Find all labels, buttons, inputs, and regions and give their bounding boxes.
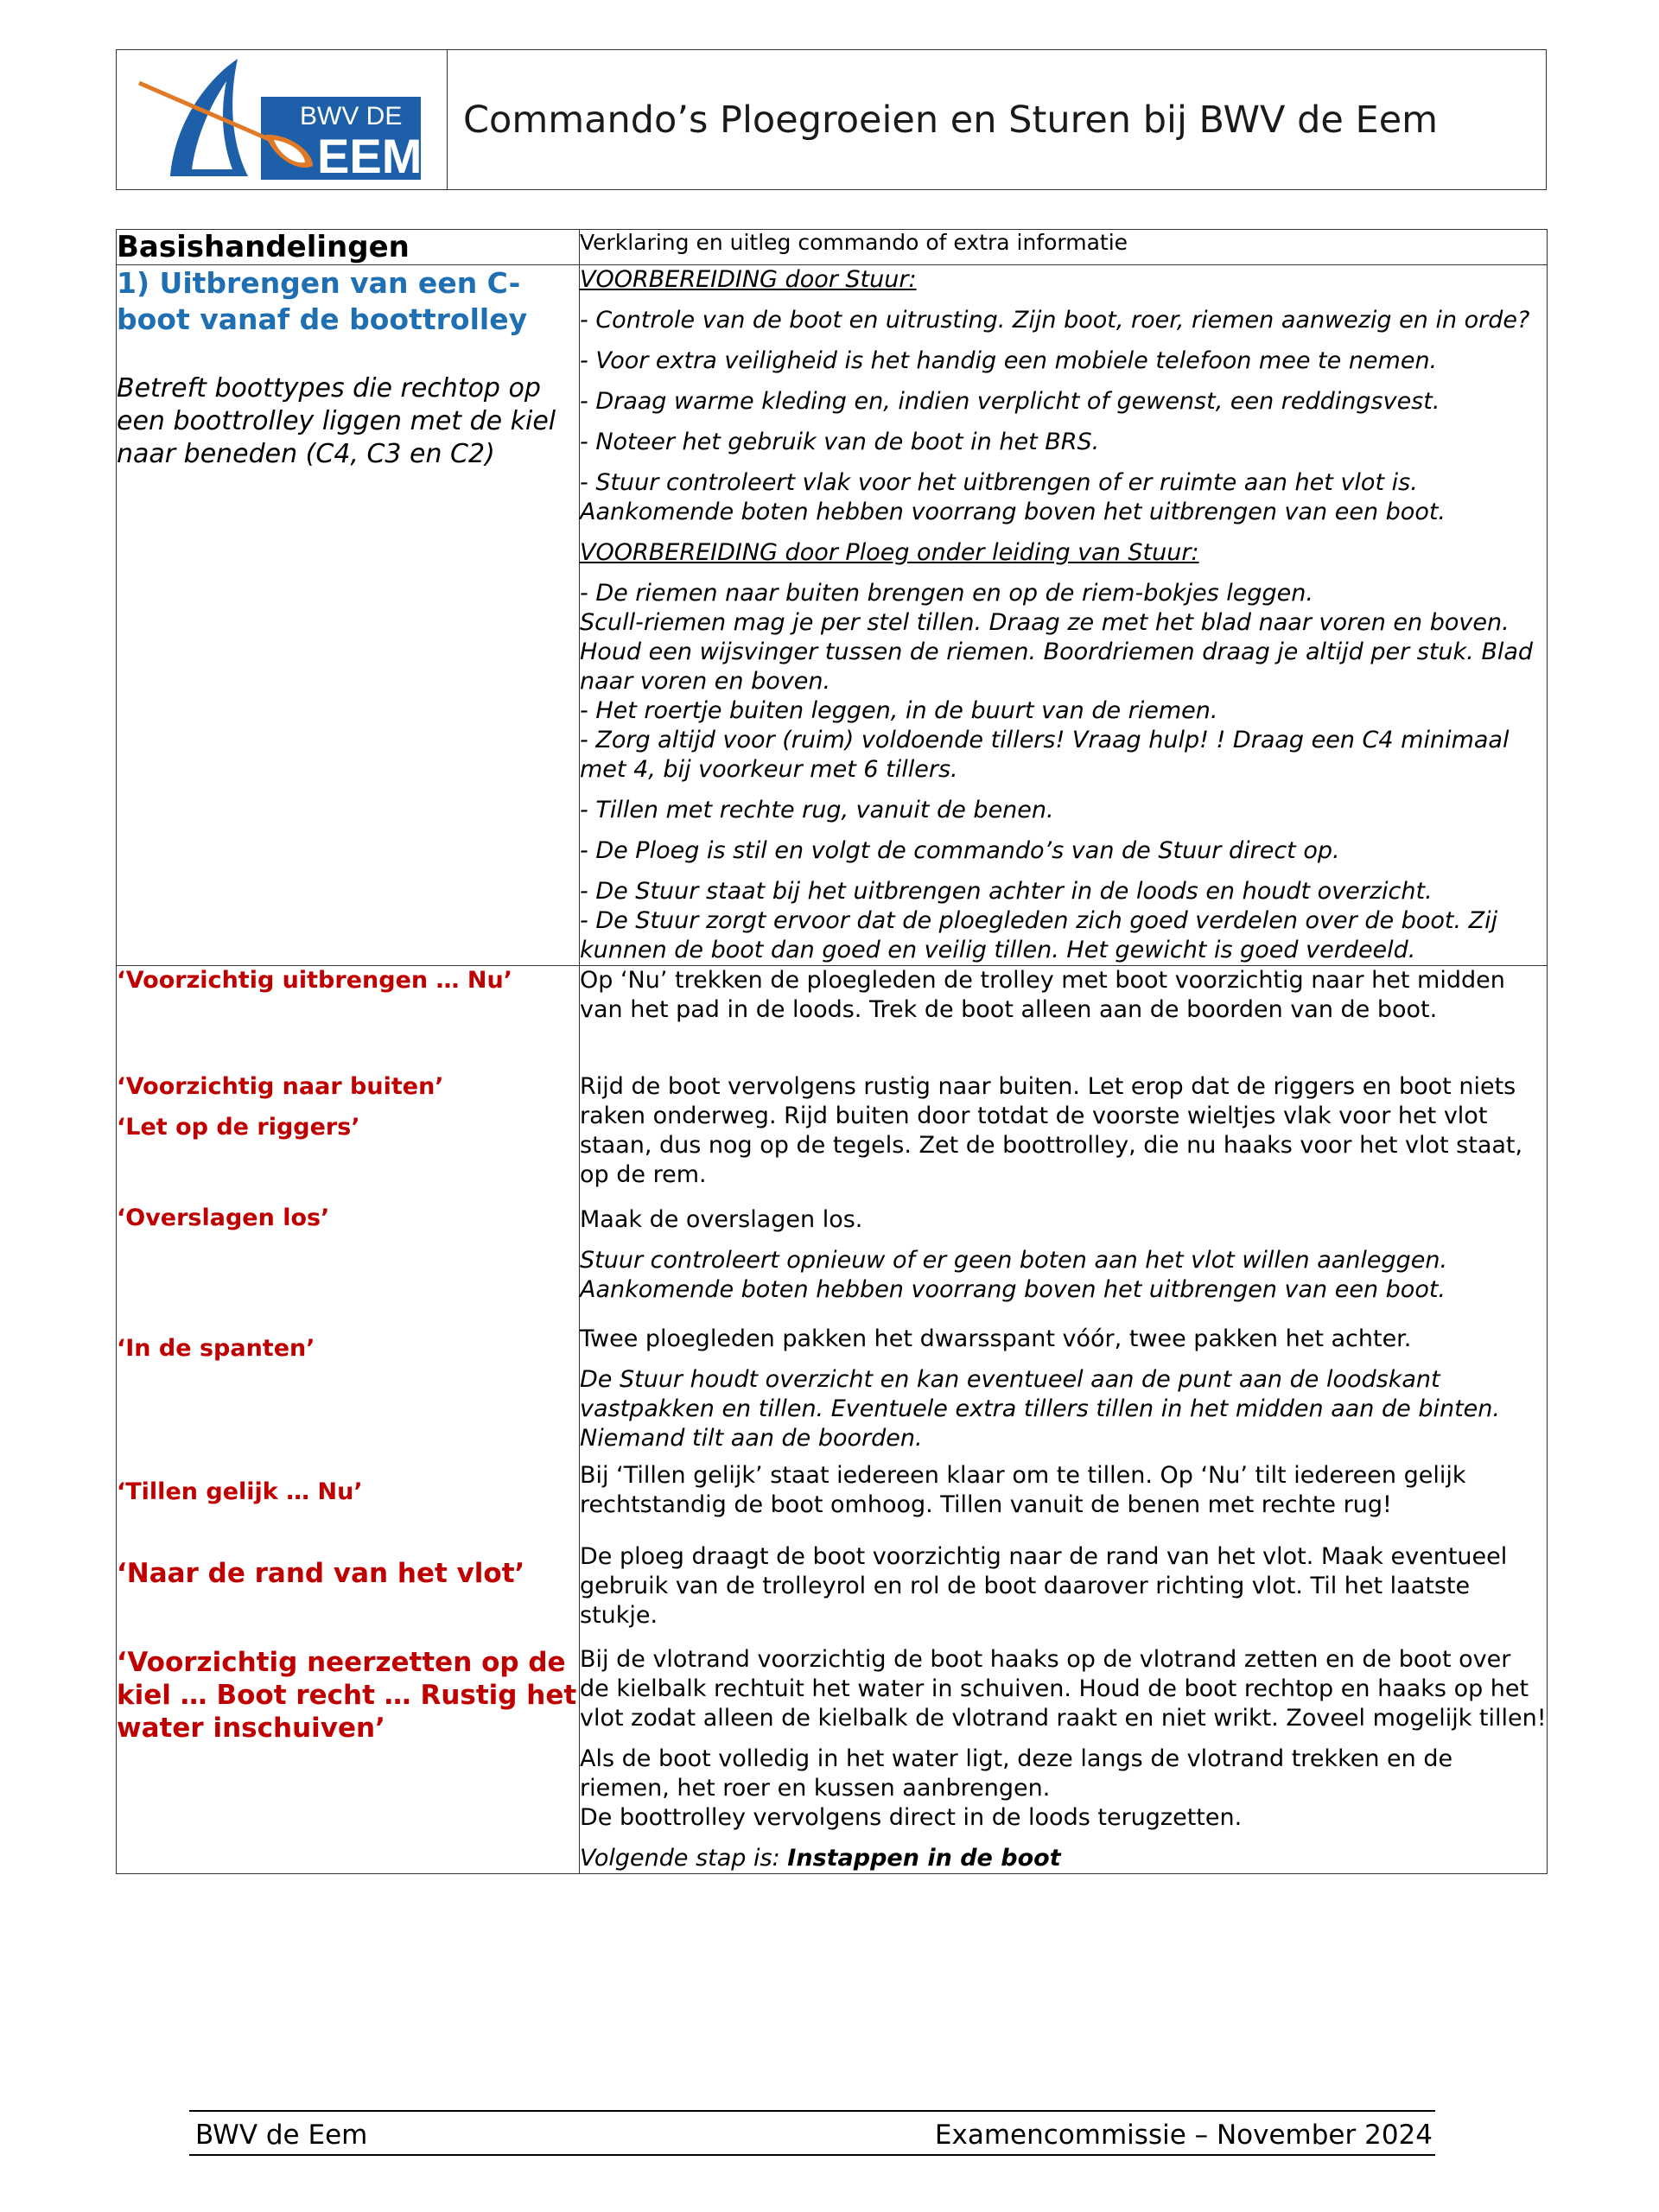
next-step <box>580 1844 1547 1873</box>
document-title: Commando’s Ploegroeien en Sturen bij BWV de Eem <box>463 98 1439 142</box>
command-explanation: Bij de vlotrand voorzichtig de boot haaks op de vlotrand zetten en de boot over de kielbalk rechtuit het water in schuiven. Houd de boot rechtop en haaks op het vlot zodat alleen de kielbalk de vlotrand raakt en niet wrikt. Zoveel mogelijk tillen! <box>580 1646 1547 1732</box>
logo-cell <box>117 50 448 189</box>
command-label: ‘Voorzichtig uitbrengen … Nu’ <box>117 967 512 994</box>
section-title: 1) Uitbrengen van een C-boot vanaf de boottrolley <box>117 266 528 336</box>
bwv-de-eem-logo <box>136 55 429 185</box>
footer-divider-top <box>189 2110 1435 2112</box>
prep-ploeg-item: - De riemen naar buiten brengen en op de riem-bokjes leggen. <box>580 580 1313 607</box>
prep-ploeg-item: - Zorg altijd voor (ruim) voldoende tillers! Vraag hulp! ! Draag een C4 minimaal met 4, bij voorkeur met 6 tillers. <box>580 727 1510 783</box>
prep-stuur-item: Aankomende boten hebben voorrang boven het uitbrengen van een boot. <box>580 499 1446 525</box>
prep-stuur-item: - Stuur controleert vlak voor het uitbrengen of er ruimte aan het vlot is. <box>580 469 1418 496</box>
next-step-label: Volgende stap is: <box>580 1845 780 1872</box>
command-label: ‘Voorzichtig naar buiten’ <box>117 1073 444 1100</box>
prep-stuur-item: - Controle van de boot en uitrusting. Zijn boot, roer, riemen aanwezig en in orde? <box>580 307 1530 334</box>
commands-left-cell <box>117 966 580 1874</box>
col2-header: Verklaring en uitleg commando of extra informatie <box>580 230 1548 265</box>
section-right-cell <box>580 265 1548 966</box>
command-label: ‘Tillen gelijk … Nu’ <box>117 1478 363 1505</box>
footer-divider-bottom <box>189 2154 1435 2156</box>
document-header <box>116 49 1547 190</box>
logo-text-top: BWV DE <box>300 102 403 130</box>
section-left-cell <box>117 265 580 966</box>
command-label: ‘Naar de rand van het vlot’ <box>117 1558 525 1589</box>
table-header-row <box>117 230 1548 265</box>
commands-right-cell <box>580 966 1548 1874</box>
command-explanation: Maak de overslagen los. <box>580 1206 863 1233</box>
title-cell <box>448 50 1546 189</box>
prep-ploeg-item: - De Stuur staat bij het uitbrengen achter in de loods en houdt overzicht. <box>580 878 1433 905</box>
prep-ploeg-item: - De Stuur zorgt ervoor dat de ploegleden zich goed verdelen over de boot. Zij kunnen de boot dan goed en veilig tillen. Het gewicht is goed verdeeld. <box>580 907 1498 963</box>
prep-ploeg-item: Scull-riemen mag je per stel tillen. Draag ze met het blad naar voren en boven. Houd een wijsvinger tussen de riemen. Boordriemen draag je altijd per stuk. Blad naar voren en boven. <box>580 609 1534 695</box>
prep-ploeg-item: - Het roertje buiten leggen, in de buurt van de riemen. <box>580 697 1218 724</box>
command-explanation: De boottrolley vervolgens direct in de loods terugzetten. <box>580 1804 1243 1831</box>
command-label: ‘In de spanten’ <box>117 1335 315 1362</box>
command-label: ‘Overslagen los’ <box>117 1205 330 1231</box>
prep-stuur-item: - Draag warme kleding en, indien verplicht of gewenst, een reddingsvest. <box>580 388 1440 415</box>
prep-stuur-heading: VOORBEREIDING door Stuur: <box>580 266 917 293</box>
command-note: De Stuur houdt overzicht en kan eventueel aan de punt aan de loodskant vastpakken en tillen. Eventuele extra tillers tillen in het midden aan de binten. Niemand tilt aan de boorden. <box>580 1366 1500 1452</box>
command-note: Stuur controleert opnieuw of er geen boten aan het vlot willen aanleggen. Aankomende boten hebben voorrang boven het uitbrengen van een boot. <box>580 1247 1448 1303</box>
col1-header: Basishandelingen <box>117 230 580 265</box>
section-note: Betreft boottypes die rechtop op een boottrolley liggen met de kiel naar beneden (C4, C3 en C2) <box>117 373 556 469</box>
prep-ploeg-item: - De Ploeg is stil en volgt de commando’s van de Stuur direct op. <box>580 837 1340 864</box>
prep-ploeg-item: - Tillen met rechte rug, vanuit de benen. <box>580 797 1054 823</box>
next-step-value: Instappen in de boot <box>787 1845 1061 1872</box>
command-explanation: Op ‘Nu’ trekken de ploegleden de trolley met boot voorzichtig naar het midden van het pad in de loods. Trek de boot alleen aan de boorden van de boot. <box>580 967 1505 1023</box>
prep-stuur-item: - Voor extra veiligheid is het handig een mobiele telefoon mee te nemen. <box>580 347 1438 374</box>
prep-stuur-item: - Noteer het gebruik van de boot in het BRS. <box>580 429 1100 455</box>
command-explanation: Rijd de boot vervolgens rustig naar buiten. Let erop dat de riggers en boot niets raken onderweg. Rijd buiten door totdat de voorste wieltjes vlak voor het vlot staan, dus nog op de tegels. Zet de boottrolley, die nu haaks voor het vlot staat, op de rem. <box>580 1073 1523 1188</box>
command-label: ‘Let op de riggers’ <box>117 1114 360 1141</box>
intro-row <box>117 265 1548 966</box>
logo-text-bottom: EEM <box>317 129 423 183</box>
commands-table <box>116 229 1548 1874</box>
command-explanation: Bij ‘Tillen gelijk’ staat iedereen klaar om te tillen. Op ‘Nu’ tilt iedereen gelijk rechtstandig de boot omhoog. Tillen vanuit de benen met rechte rug! <box>580 1462 1466 1518</box>
footer-committee-date: Examencommissie – November 2024 <box>934 2120 1433 2151</box>
footer-organization: BWV de Eem <box>195 2120 368 2151</box>
commands-row <box>117 966 1548 1874</box>
command-explanation: Twee ploegleden pakken het dwarsspant vóór, twee pakken het achter. <box>580 1325 1412 1352</box>
command-explanation: De ploeg draagt de boot voorzichtig naar de rand van het vlot. Maak eventueel gebruik van de trolleyrol en rol de boot daarover richting vlot. Til het laatste stukje. <box>580 1543 1508 1629</box>
command-label: ‘Voorzichtig neerzetten op de kiel … Boot recht … Rustig het water inschuiven’ <box>117 1647 577 1744</box>
command-explanation: Als de boot volledig in het water ligt, deze langs de vlotrand trekken en de riemen, het roer en kussen aanbrengen. <box>580 1745 1453 1802</box>
prep-ploeg-heading: VOORBEREIDING door Ploeg onder leiding van Stuur: <box>580 539 1199 566</box>
